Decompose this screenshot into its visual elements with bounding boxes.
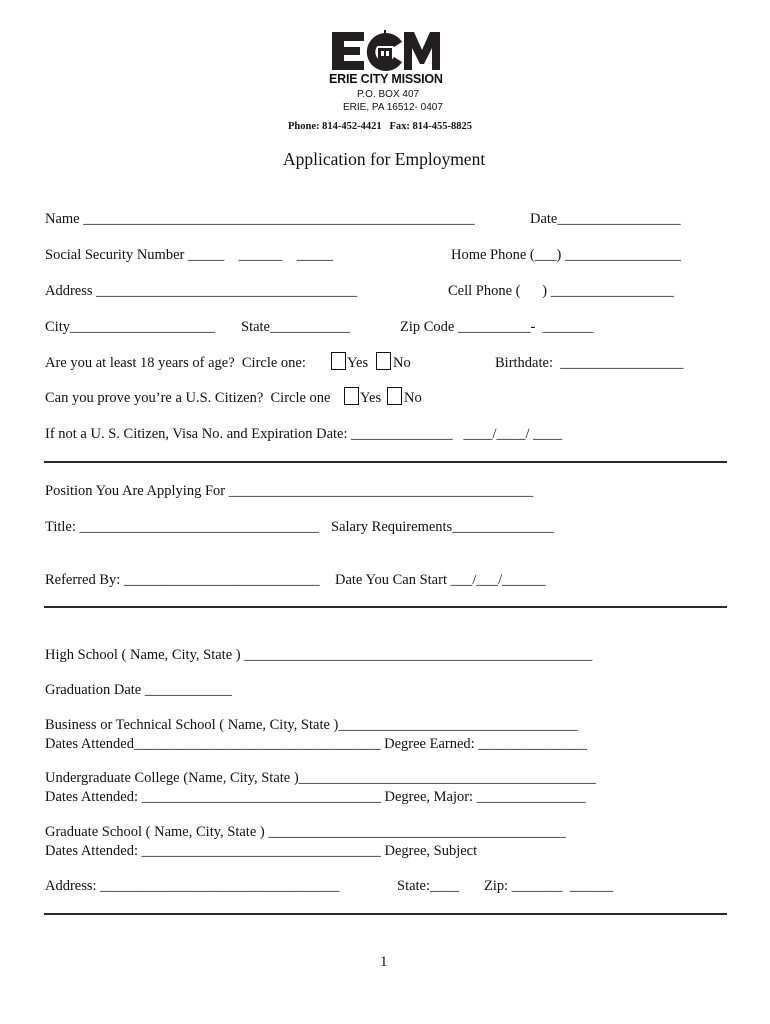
age-no-label: No: [393, 355, 411, 371]
undergrad-field[interactable]: Undergraduate College (Name, City, State )_________________________________________: [45, 770, 596, 786]
business-dates-field[interactable]: Dates Attended__________________________________ Degree Earned: _______________: [45, 736, 588, 752]
contact-line: Phone: 814-452-4421 Fax: 814-455-8825: [288, 121, 473, 132]
city-field[interactable]: City____________________: [45, 319, 215, 335]
erie-city-mission-logo: [330, 28, 442, 77]
organization-address: ERIE, PA 16512- 0407: [343, 102, 443, 113]
section-divider: [44, 461, 727, 463]
citizen-yes-checkbox[interactable]: [344, 387, 359, 405]
citizen-no-label: No: [404, 390, 422, 406]
citizen-yes-label: Yes: [360, 390, 382, 406]
start-date-field[interactable]: Date You Can Start ___/___/______: [335, 572, 546, 588]
school-address-field[interactable]: Address: _________________________________: [45, 878, 340, 894]
form-title: Application for Employment: [283, 149, 486, 169]
page-number: 1: [380, 954, 388, 970]
section-divider: [44, 606, 727, 608]
age-question: Are you at least 18 years of age? Circle one:: [45, 355, 306, 371]
undergrad-dates-field[interactable]: Dates Attended: _________________________________ Degree, Major: _______________: [45, 789, 586, 805]
home-phone-field[interactable]: Home Phone (___) ________________: [451, 247, 681, 263]
citizen-question: Can you prove you’re a U.S. Citizen? Circle one: [45, 390, 331, 406]
title-field[interactable]: Title: _________________________________: [45, 519, 319, 535]
age-yes-checkbox[interactable]: [331, 352, 346, 370]
school-zip-field[interactable]: Zip: _______ ______: [484, 878, 614, 894]
po-box: P.O. BOX 407: [357, 89, 420, 100]
age-no-checkbox[interactable]: [376, 352, 391, 370]
name-field[interactable]: Name ______________________________________________________: [45, 211, 475, 227]
referred-by-field[interactable]: Referred By: ___________________________: [45, 572, 320, 588]
visa-field[interactable]: If not a U. S. Citizen, Visa No. and Expiration Date: ______________ ____/____/ ____: [45, 426, 563, 442]
graduate-dates-field[interactable]: Dates Attended: _________________________________ Degree, Subject: [45, 843, 478, 859]
graduate-school-field[interactable]: Graduate School ( Name, City, State ) _________________________________________: [45, 824, 566, 840]
section-divider: [44, 913, 727, 915]
citizen-no-checkbox[interactable]: [387, 387, 402, 405]
organization-name: ERIE CITY MISSION: [329, 72, 443, 86]
high-school-field[interactable]: High School ( Name, City, State ) ________________________________________________: [45, 647, 593, 663]
graduation-date-field[interactable]: Graduation Date ____________: [45, 682, 232, 698]
business-school-field[interactable]: Business or Technical School ( Name, City, State )_________________________________: [45, 717, 578, 733]
salary-field[interactable]: Salary Requirements______________: [331, 519, 554, 535]
cell-phone-field[interactable]: Cell Phone ( ) _________________: [448, 283, 674, 299]
position-field[interactable]: Position You Are Applying For __________________________________________: [45, 483, 534, 499]
zip-code-field[interactable]: Zip Code __________- _______: [400, 319, 594, 335]
age-yes-label: Yes: [347, 355, 369, 371]
address-field[interactable]: Address ____________________________________: [45, 283, 358, 299]
state-field[interactable]: State___________: [241, 319, 350, 335]
birthdate-field[interactable]: Birthdate: _________________: [495, 355, 684, 371]
ssn-field[interactable]: Social Security Number _____ ______ _____: [45, 247, 333, 263]
school-state-field[interactable]: State:____: [397, 878, 460, 894]
date-field[interactable]: Date_________________: [530, 211, 681, 227]
